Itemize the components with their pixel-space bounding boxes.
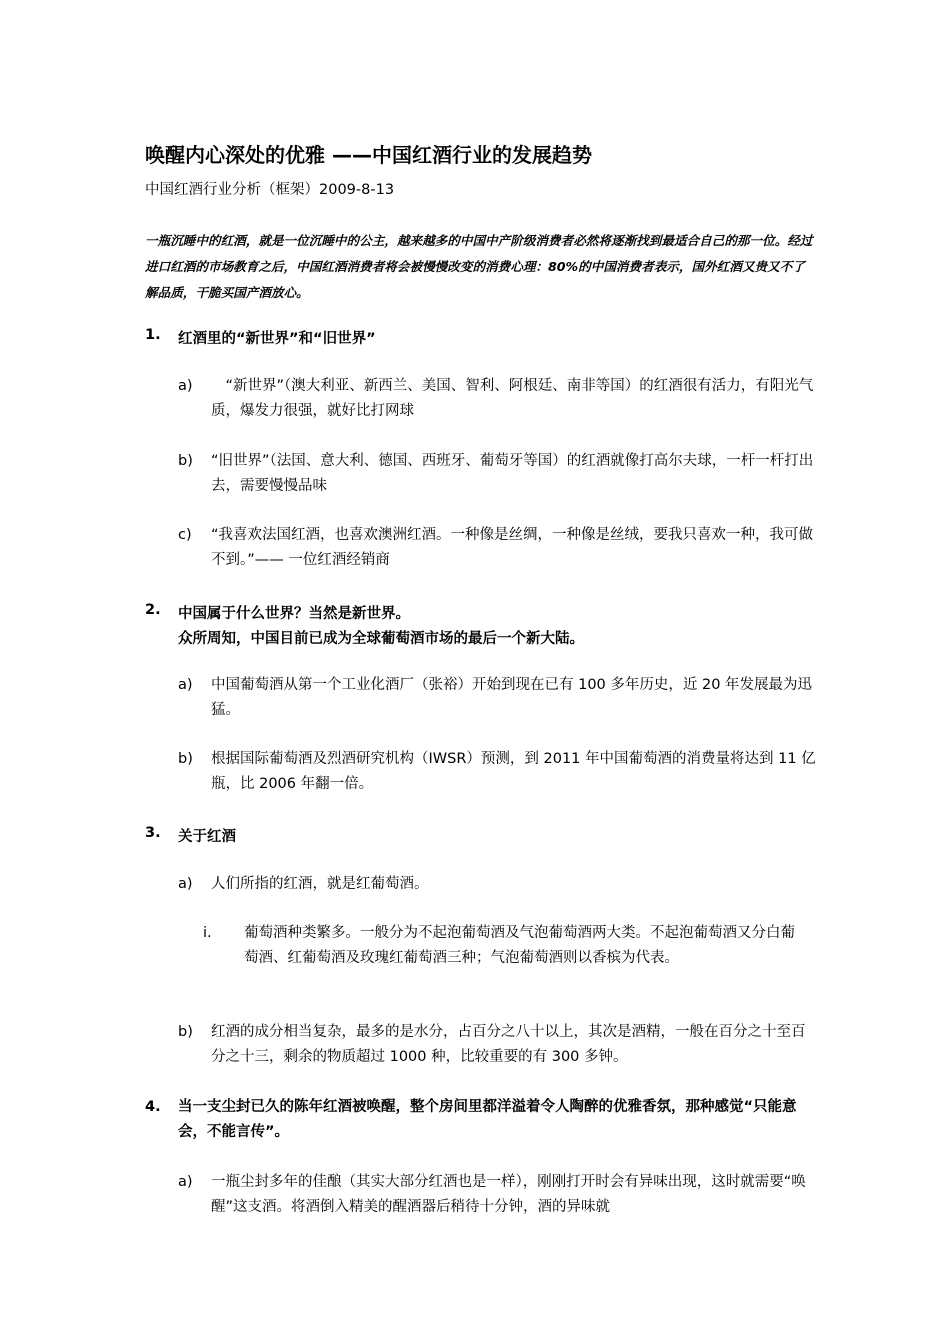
section-2-item-b-label: b): [178, 751, 193, 767]
section-1-number: 1.: [145, 327, 161, 343]
section-4-heading: 当一支尘封已久的陈年红酒被唤醒，整个房间里都洋溢着令人陶醉的优雅香氛，那种感觉“只能意会，不能言传”。: [178, 1099, 797, 1140]
section-1-item-b-label: b): [178, 453, 193, 469]
section-3-item-b-label: b): [178, 1024, 193, 1040]
intro-paragraph: 一瓶沉睡中的红酒，就是一位沉睡中的公主，越来越多的中国中产阶级消费者必然将逐渐找到最适合自己的那一位。经过进口红酒的市场教育之后，中国红酒消费者将会被慢慢改变的消费心理：80%的中国消费者表示，国外红酒又贵又不了解品质，干脆买国产酒放心。: [145, 233, 813, 300]
section-2-number: 2.: [145, 602, 161, 618]
section-2-heading-line-2: 众所周知，中国目前已成为全球葡萄酒市场的最后一个新大陆。: [178, 631, 584, 647]
section-3-number: 3.: [145, 825, 161, 841]
section-3-heading: 关于红酒: [178, 829, 236, 845]
section-2-heading-line-1: 中国属于什么世界？当然是新世界。: [178, 606, 410, 622]
section-3-item-b-text: 红酒的成分相当复杂，最多的是水分，占百分之八十以上，其次是酒精，一般在百分之十至百分之十三，剩余的物质超过 1000 种，比较重要的有 300 多钟。: [211, 1024, 806, 1065]
section-3-item-a-text: 人们所指的红酒，就是红葡萄酒。: [211, 876, 429, 892]
section-4-number: 4.: [145, 1099, 161, 1115]
page-title: 唤醒内心深处的优雅 ——中国红酒行业的发展趋势: [145, 143, 592, 167]
section-1-item-c-label: c): [178, 527, 192, 543]
section-4-item-a-label: a): [178, 1174, 193, 1190]
section-4-item-a-text: 一瓶尘封多年的佳酿（其实大部分红酒也是一样），刚刚打开时会有异味出现，这时就需要“唤醒”这支酒。将酒倒入精美的醒酒器后稍待十分钟，酒的异味就: [211, 1174, 806, 1215]
section-1-item-a-label: a): [178, 378, 193, 394]
section-1-heading: 红酒里的“新世界”和“旧世界”: [178, 331, 376, 347]
page-subtitle: 中国红酒行业分析（框架）2009-8-13: [145, 182, 395, 198]
section-3-subitem-i-text: 葡萄酒种类繁多。一般分为不起泡葡萄酒及气泡葡萄酒两大类。不起泡葡萄酒又分白葡萄酒、红葡萄酒及玫瑰红葡萄酒三种；气泡葡萄酒则以香槟为代表。: [244, 925, 795, 966]
section-1-item-a-text: “新世界”（澳大利亚、新西兰、美国、智利、阿根廷、南非等国）的红酒很有活力，有阳光气质，爆发力很强，就好比打网球: [211, 378, 814, 419]
section-2-item-a-label: a): [178, 677, 193, 693]
section-3-subitem-i-label: i.: [203, 925, 212, 941]
section-1-item-b-text: “旧世界”（法国、意大利、德国、西班牙、葡萄牙等国）的红酒就像打高尔夫球，一杆一杆打出去，需要慢慢品味: [211, 453, 814, 494]
section-2-item-b-text: 根据国际葡萄酒及烈酒研究机构（IWSR）预测，到 2011 年中国葡萄酒的消费量将达到 11 亿瓶，比 2006 年翻一倍。: [211, 751, 816, 792]
section-2-item-a-text: 中国葡萄酒从第一个工业化酒厂（张裕）开始到现在已有 100 多年历史，近 20 年发展最为迅猛。: [211, 677, 813, 718]
section-1-item-c-text: “我喜欢法国红酒，也喜欢澳洲红酒。一种像是丝绸，一种像是丝绒，要我只喜欢一种，我可做不到。”—— 一位红酒经销商: [211, 527, 814, 568]
section-3-item-a-label: a): [178, 876, 193, 892]
